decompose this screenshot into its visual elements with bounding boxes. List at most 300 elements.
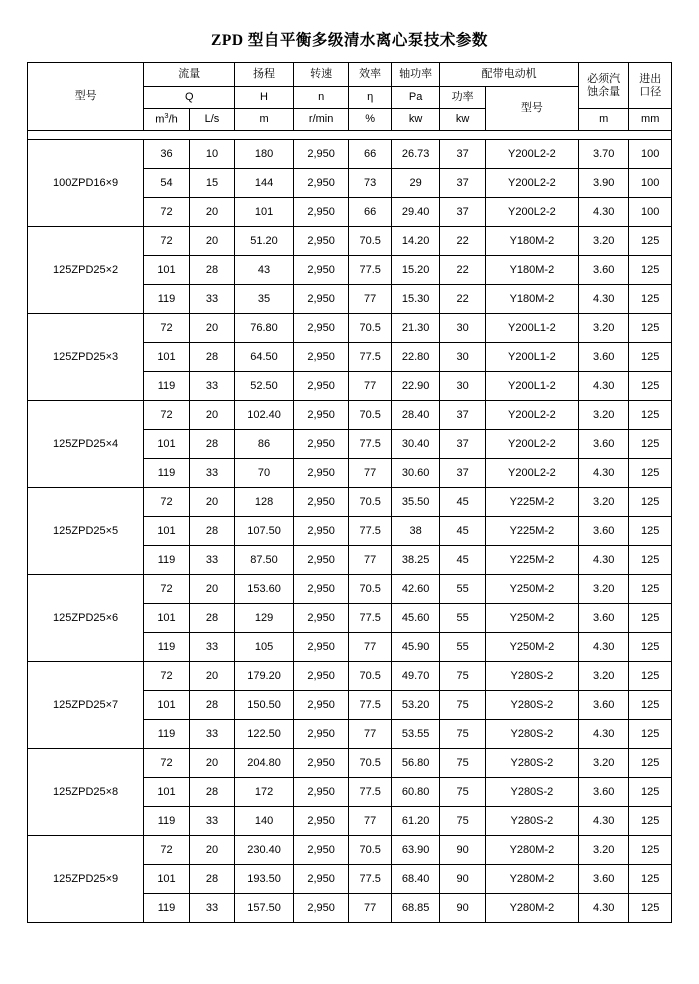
cell-motor-power: 37: [440, 198, 485, 227]
cell-diameter: 125: [629, 894, 672, 923]
cell-shaft-power: 56.80: [391, 749, 440, 778]
cell-speed: 2,950: [293, 372, 349, 401]
cell-pump-model: 125ZPD25×9: [28, 836, 144, 923]
header-motor: 配带电动机: [440, 63, 578, 87]
header-shaft-power: 轴功率: [391, 63, 440, 87]
cell-flow-ls: 20: [189, 836, 234, 865]
cell-head: 51.20: [235, 227, 294, 256]
cell-flow-ls: 28: [189, 778, 234, 807]
cell-motor-power: 90: [440, 894, 485, 923]
cell-npsh: 3.60: [578, 343, 629, 372]
cell-motor-power: 30: [440, 314, 485, 343]
cell-shaft-power: 26.73: [391, 140, 440, 169]
cell-efficiency: 77: [349, 894, 391, 923]
cell-flow-ls: 28: [189, 256, 234, 285]
cell-pump-model: 100ZPD16×9: [28, 140, 144, 227]
cell-flow-ls: 28: [189, 343, 234, 372]
cell-efficiency: 77.5: [349, 430, 391, 459]
header-diameter: [629, 63, 672, 109]
cell-shaft-power: 38.25: [391, 546, 440, 575]
cell-flow-m3h: 101: [144, 778, 189, 807]
cell-motor-power: 30: [440, 372, 485, 401]
cell-motor-model: Y200L2-2: [485, 430, 578, 459]
cell-shaft-power: 22.90: [391, 372, 440, 401]
cell-npsh: 3.20: [578, 314, 629, 343]
cell-efficiency: 77: [349, 459, 391, 488]
cell-efficiency: 77: [349, 546, 391, 575]
cell-motor-model: Y180M-2: [485, 227, 578, 256]
cell-shaft-power: 15.30: [391, 285, 440, 314]
cell-motor-power: 75: [440, 778, 485, 807]
cell-npsh: 4.30: [578, 633, 629, 662]
cell-speed: 2,950: [293, 488, 349, 517]
cell-diameter: 125: [629, 459, 672, 488]
cell-head: 180: [235, 140, 294, 169]
cell-speed: 2,950: [293, 285, 349, 314]
cell-motor-model: Y200L2-2: [485, 198, 578, 227]
cell-motor-model: Y200L1-2: [485, 314, 578, 343]
cell-shaft-power: 53.20: [391, 691, 440, 720]
cell-diameter: 100: [629, 169, 672, 198]
cell-npsh: 3.70: [578, 140, 629, 169]
cell-motor-model: Y225M-2: [485, 517, 578, 546]
cell-npsh: 3.60: [578, 256, 629, 285]
cell-head: 157.50: [235, 894, 294, 923]
cell-efficiency: 70.5: [349, 314, 391, 343]
cell-efficiency: 77.5: [349, 517, 391, 546]
cell-npsh: 3.20: [578, 749, 629, 778]
cell-motor-model: Y200L2-2: [485, 169, 578, 198]
cell-head: 193.50: [235, 865, 294, 894]
cell-motor-power: 37: [440, 401, 485, 430]
cell-diameter: 125: [629, 227, 672, 256]
cell-flow-m3h: 101: [144, 604, 189, 633]
table-row: [28, 662, 672, 691]
cell-efficiency: 77: [349, 372, 391, 401]
cell-npsh: 4.30: [578, 807, 629, 836]
page-title: ZPD 型自平衡多级清水离心泵技术参数: [211, 32, 488, 49]
cell-shaft-power: 63.90: [391, 836, 440, 865]
cell-head: 150.50: [235, 691, 294, 720]
cell-flow-m3h: 72: [144, 749, 189, 778]
table-row: [28, 836, 672, 865]
cell-flow-ls: 20: [189, 227, 234, 256]
cell-speed: 2,950: [293, 546, 349, 575]
cell-motor-model: Y200L2-2: [485, 459, 578, 488]
cell-speed: 2,950: [293, 169, 349, 198]
header-unit-pa: kw: [391, 109, 440, 131]
cell-diameter: 125: [629, 401, 672, 430]
cell-efficiency: 73: [349, 169, 391, 198]
cell-motor-model: Y280M-2: [485, 894, 578, 923]
cell-flow-m3h: 119: [144, 285, 189, 314]
cell-motor-power: 45: [440, 546, 485, 575]
cell-shaft-power: 14.20: [391, 227, 440, 256]
cell-shaft-power: 35.50: [391, 488, 440, 517]
table-row: [28, 227, 672, 256]
cell-speed: 2,950: [293, 633, 349, 662]
header-symbol-q: Q: [144, 87, 235, 109]
cell-motor-model: Y225M-2: [485, 488, 578, 517]
cell-efficiency: 77.5: [349, 604, 391, 633]
cell-motor-power: 30: [440, 343, 485, 372]
cell-shaft-power: 60.80: [391, 778, 440, 807]
cell-flow-ls: 20: [189, 198, 234, 227]
cell-diameter: 125: [629, 517, 672, 546]
cell-npsh: 3.20: [578, 836, 629, 865]
cell-flow-m3h: 72: [144, 488, 189, 517]
cell-head: 204.80: [235, 749, 294, 778]
cell-shaft-power: 61.20: [391, 807, 440, 836]
cell-flow-m3h: 72: [144, 836, 189, 865]
cell-efficiency: 77: [349, 720, 391, 749]
cell-flow-ls: 20: [189, 662, 234, 691]
table-row: [28, 401, 672, 430]
cell-motor-power: 37: [440, 140, 485, 169]
header-symbol-n: n: [293, 87, 349, 109]
cell-motor-power: 75: [440, 720, 485, 749]
cell-head: 70: [235, 459, 294, 488]
cell-shaft-power: 42.60: [391, 575, 440, 604]
header-unit-npsh: m: [578, 109, 629, 131]
cell-speed: 2,950: [293, 517, 349, 546]
cell-diameter: 125: [629, 836, 672, 865]
cell-diameter: 125: [629, 865, 672, 894]
cell-shaft-power: 28.40: [391, 401, 440, 430]
cell-npsh: 4.30: [578, 372, 629, 401]
cell-motor-model: Y200L1-2: [485, 372, 578, 401]
cell-motor-model: Y180M-2: [485, 285, 578, 314]
cell-flow-ls: 33: [189, 807, 234, 836]
cell-head: 144: [235, 169, 294, 198]
cell-flow-ls: 33: [189, 372, 234, 401]
table-row: [28, 140, 672, 169]
cell-npsh: 4.30: [578, 459, 629, 488]
cell-head: 153.60: [235, 575, 294, 604]
cell-flow-m3h: 72: [144, 227, 189, 256]
header-symbol-h: H: [235, 87, 294, 109]
cell-efficiency: 70.5: [349, 749, 391, 778]
cell-motor-power: 75: [440, 749, 485, 778]
cell-motor-model: Y200L2-2: [485, 140, 578, 169]
header-motor-model: 型号: [485, 87, 578, 131]
cell-pump-model: 125ZPD25×8: [28, 749, 144, 836]
cell-flow-ls: 28: [189, 517, 234, 546]
cell-flow-ls: 33: [189, 285, 234, 314]
cell-head: 129: [235, 604, 294, 633]
header-unit-q-m3h: $m^3/h$: [144, 109, 189, 131]
header-unit-h: m: [235, 109, 294, 131]
table-row: [28, 488, 672, 517]
header-diameter-line2: 口径: [639, 85, 662, 98]
cell-diameter: 125: [629, 807, 672, 836]
cell-npsh: 4.30: [578, 198, 629, 227]
cell-speed: 2,950: [293, 227, 349, 256]
cell-head: 107.50: [235, 517, 294, 546]
cell-flow-m3h: 36: [144, 140, 189, 169]
cell-diameter: 125: [629, 256, 672, 285]
cell-flow-m3h: 101: [144, 256, 189, 285]
cell-efficiency: 77: [349, 807, 391, 836]
cell-speed: 2,950: [293, 836, 349, 865]
header-head: 扬程: [235, 63, 294, 87]
cell-motor-power: 90: [440, 865, 485, 894]
header-speed: 转速: [293, 63, 349, 87]
cell-efficiency: 77.5: [349, 865, 391, 894]
cell-flow-m3h: 72: [144, 575, 189, 604]
cell-speed: 2,950: [293, 865, 349, 894]
cell-flow-ls: 33: [189, 894, 234, 923]
cell-speed: 2,950: [293, 575, 349, 604]
cell-npsh: 4.30: [578, 546, 629, 575]
cell-flow-ls: 33: [189, 720, 234, 749]
cell-pump-model: 125ZPD25×2: [28, 227, 144, 314]
cell-efficiency: 66: [349, 198, 391, 227]
cell-head: 102.40: [235, 401, 294, 430]
cell-motor-power: 22: [440, 285, 485, 314]
cell-speed: 2,950: [293, 894, 349, 923]
cell-speed: 2,950: [293, 314, 349, 343]
cell-flow-m3h: 101: [144, 430, 189, 459]
cell-speed: 2,950: [293, 198, 349, 227]
cell-flow-ls: 20: [189, 575, 234, 604]
cell-motor-power: 37: [440, 430, 485, 459]
cell-flow-m3h: 101: [144, 343, 189, 372]
cell-flow-ls: 28: [189, 430, 234, 459]
cell-head: 101: [235, 198, 294, 227]
cell-speed: 2,950: [293, 720, 349, 749]
cell-npsh: 3.20: [578, 227, 629, 256]
cell-speed: 2,950: [293, 662, 349, 691]
cell-efficiency: 70.5: [349, 836, 391, 865]
header-npsh: [578, 63, 629, 109]
cell-npsh: 3.20: [578, 488, 629, 517]
cell-speed: 2,950: [293, 778, 349, 807]
cell-motor-model: Y280S-2: [485, 778, 578, 807]
cell-flow-m3h: 72: [144, 401, 189, 430]
cell-diameter: 125: [629, 662, 672, 691]
cell-head: 64.50: [235, 343, 294, 372]
cell-speed: 2,950: [293, 807, 349, 836]
cell-motor-model: Y200L2-2: [485, 401, 578, 430]
cell-flow-ls: 33: [189, 459, 234, 488]
cell-motor-model: Y280S-2: [485, 720, 578, 749]
cell-diameter: 125: [629, 633, 672, 662]
cell-motor-power: 55: [440, 604, 485, 633]
cell-efficiency: 77.5: [349, 778, 391, 807]
cell-head: 128: [235, 488, 294, 517]
cell-npsh: 4.30: [578, 894, 629, 923]
cell-speed: 2,950: [293, 256, 349, 285]
cell-diameter: 125: [629, 285, 672, 314]
cell-diameter: 125: [629, 720, 672, 749]
cell-diameter: 125: [629, 749, 672, 778]
cell-flow-ls: 28: [189, 865, 234, 894]
cell-speed: 2,950: [293, 140, 349, 169]
cell-motor-power: 37: [440, 169, 485, 198]
cell-flow-m3h: 119: [144, 807, 189, 836]
cell-flow-ls: 10: [189, 140, 234, 169]
header-motor-power: 功率: [440, 87, 485, 109]
cell-motor-power: 75: [440, 662, 485, 691]
cell-npsh: 3.60: [578, 691, 629, 720]
table-row: [28, 314, 672, 343]
cell-diameter: 125: [629, 372, 672, 401]
cell-shaft-power: 22.80: [391, 343, 440, 372]
cell-diameter: 125: [629, 778, 672, 807]
cell-speed: 2,950: [293, 459, 349, 488]
cell-efficiency: 66: [349, 140, 391, 169]
cell-motor-model: Y250M-2: [485, 633, 578, 662]
cell-flow-m3h: 72: [144, 198, 189, 227]
cell-motor-model: Y200L1-2: [485, 343, 578, 372]
header-unit-diameter: mm: [629, 109, 672, 131]
cell-flow-m3h: 119: [144, 459, 189, 488]
cell-shaft-power: 21.30: [391, 314, 440, 343]
cell-flow-ls: 28: [189, 691, 234, 720]
header-efficiency: 效率: [349, 63, 391, 87]
cell-diameter: 125: [629, 343, 672, 372]
cell-speed: 2,950: [293, 691, 349, 720]
cell-motor-model: Y250M-2: [485, 604, 578, 633]
table-row: [28, 749, 672, 778]
cell-motor-power: 45: [440, 488, 485, 517]
cell-diameter: 125: [629, 314, 672, 343]
cell-pump-model: 125ZPD25×5: [28, 488, 144, 575]
cell-efficiency: 70.5: [349, 575, 391, 604]
cell-npsh: 3.20: [578, 575, 629, 604]
cell-speed: 2,950: [293, 430, 349, 459]
header-npsh-line1: 必须汽: [587, 72, 621, 85]
cell-npsh: 3.60: [578, 430, 629, 459]
cell-shaft-power: 68.85: [391, 894, 440, 923]
cell-head: 230.40: [235, 836, 294, 865]
cell-efficiency: 77: [349, 285, 391, 314]
header-model: 型号: [28, 63, 144, 131]
table-row: [28, 575, 672, 604]
cell-efficiency: 70.5: [349, 662, 391, 691]
cell-efficiency: 77.5: [349, 343, 391, 372]
header-unit-motor-power: kw: [440, 109, 485, 131]
cell-motor-power: 55: [440, 575, 485, 604]
cell-shaft-power: 68.40: [391, 865, 440, 894]
cell-head: 52.50: [235, 372, 294, 401]
cell-speed: 2,950: [293, 343, 349, 372]
cell-head: 76.80: [235, 314, 294, 343]
cell-flow-ls: 20: [189, 488, 234, 517]
cell-efficiency: 70.5: [349, 401, 391, 430]
cell-efficiency: 77.5: [349, 256, 391, 285]
cell-head: 43: [235, 256, 294, 285]
cell-diameter: 100: [629, 198, 672, 227]
table-header: [28, 63, 672, 131]
cell-motor-power: 22: [440, 227, 485, 256]
cell-flow-m3h: 119: [144, 372, 189, 401]
cell-shaft-power: 45.90: [391, 633, 440, 662]
cell-pump-model: 125ZPD25×6: [28, 575, 144, 662]
header-symbol-eta: η: [349, 87, 391, 109]
cell-speed: 2,950: [293, 604, 349, 633]
cell-head: 140: [235, 807, 294, 836]
cell-speed: 2,950: [293, 401, 349, 430]
cell-flow-m3h: 101: [144, 865, 189, 894]
cell-motor-model: Y250M-2: [485, 575, 578, 604]
cell-flow-m3h: 101: [144, 691, 189, 720]
cell-flow-ls: 28: [189, 604, 234, 633]
cell-head: 35: [235, 285, 294, 314]
cell-speed: 2,950: [293, 749, 349, 778]
cell-pump-model: 125ZPD25×3: [28, 314, 144, 401]
cell-flow-m3h: 119: [144, 546, 189, 575]
cell-head: 179.20: [235, 662, 294, 691]
cell-npsh: 3.90: [578, 169, 629, 198]
cell-head: 105: [235, 633, 294, 662]
cell-npsh: 3.20: [578, 662, 629, 691]
header-npsh-line2: 蚀余量: [587, 85, 621, 98]
cell-motor-model: Y280S-2: [485, 807, 578, 836]
cell-head: 172: [235, 778, 294, 807]
cell-diameter: 125: [629, 604, 672, 633]
cell-npsh: 3.60: [578, 778, 629, 807]
cell-motor-model: Y280S-2: [485, 749, 578, 778]
header-row-group-labels: [28, 63, 672, 87]
cell-motor-power: 55: [440, 633, 485, 662]
cell-diameter: 125: [629, 575, 672, 604]
cell-pump-model: 125ZPD25×4: [28, 401, 144, 488]
cell-head: 87.50: [235, 546, 294, 575]
cell-shaft-power: 53.55: [391, 720, 440, 749]
cell-motor-model: Y280M-2: [485, 836, 578, 865]
cell-flow-m3h: 72: [144, 314, 189, 343]
cell-shaft-power: 30.40: [391, 430, 440, 459]
cell-flow-ls: 20: [189, 401, 234, 430]
table-body: [28, 131, 672, 923]
cell-npsh: 3.60: [578, 604, 629, 633]
cell-flow-m3h: 119: [144, 633, 189, 662]
cell-npsh: 3.60: [578, 517, 629, 546]
cell-diameter: 100: [629, 140, 672, 169]
cell-flow-ls: 15: [189, 169, 234, 198]
cell-efficiency: 77.5: [349, 691, 391, 720]
header-unit-n: r/min: [293, 109, 349, 131]
cell-motor-power: 75: [440, 691, 485, 720]
cell-head: 86: [235, 430, 294, 459]
cell-shaft-power: 38: [391, 517, 440, 546]
cell-diameter: 125: [629, 691, 672, 720]
cell-diameter: 125: [629, 546, 672, 575]
cell-motor-power: 75: [440, 807, 485, 836]
cell-flow-m3h: 54: [144, 169, 189, 198]
cell-shaft-power: 45.60: [391, 604, 440, 633]
header-body-spacer: [28, 131, 672, 140]
cell-motor-model: Y180M-2: [485, 256, 578, 285]
cell-motor-model: Y225M-2: [485, 546, 578, 575]
cell-flow-ls: 20: [189, 314, 234, 343]
cell-flow-ls: 33: [189, 546, 234, 575]
cell-npsh: 4.30: [578, 720, 629, 749]
cell-diameter: 125: [629, 488, 672, 517]
cell-flow-ls: 20: [189, 749, 234, 778]
cell-motor-power: 37: [440, 459, 485, 488]
cell-npsh: 3.20: [578, 401, 629, 430]
cell-motor-model: Y280S-2: [485, 662, 578, 691]
cell-motor-power: 90: [440, 836, 485, 865]
cell-flow-m3h: 72: [144, 662, 189, 691]
header-diameter-line1: 进出: [639, 72, 662, 85]
header-unit-q-ls: L/s: [189, 109, 234, 131]
cell-npsh: 3.60: [578, 865, 629, 894]
cell-efficiency: 70.5: [349, 488, 391, 517]
